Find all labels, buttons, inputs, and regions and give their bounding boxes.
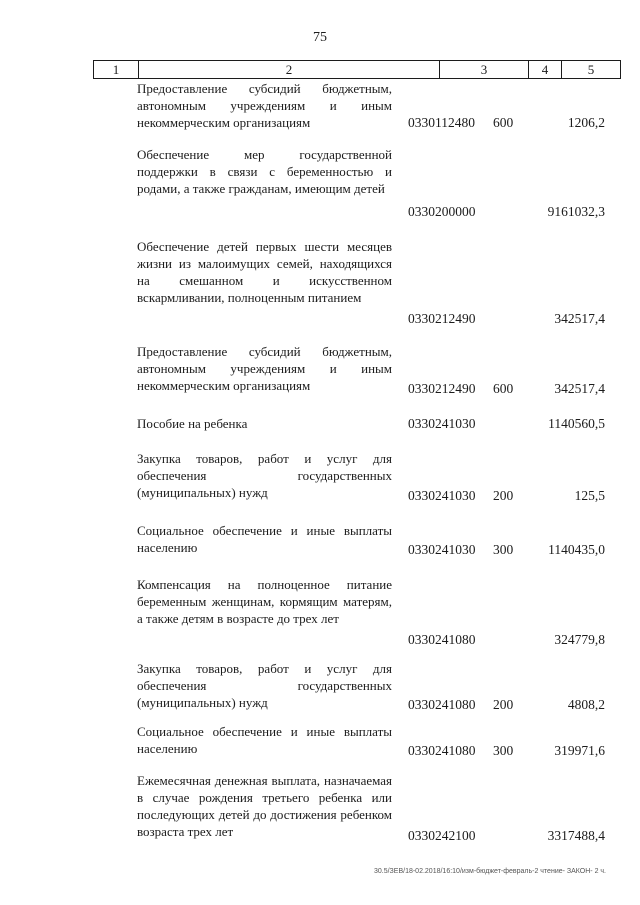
row-kvr: 600 [493, 381, 514, 396]
column-header-1: 1 [94, 61, 139, 79]
row-code: 0330242100 [408, 828, 476, 843]
row-amount: 3317488,4 [547, 828, 605, 843]
row-kvr: 200 [493, 697, 514, 712]
row-amount: 9161032,3 [547, 204, 605, 219]
row-kvr: 300 [493, 743, 514, 758]
row-code: 0330241080 [408, 743, 476, 758]
row-description: Закупка товаров, работ и услуг для обеспечения государственных (муниципальных) нужд [137, 451, 392, 500]
row-code: 0330112480 [408, 115, 475, 130]
row-amount: 4808,2 [567, 697, 605, 712]
row-description: Обеспечение мер государственной поддержки в связи с беременностью и родами, а также гражданам, имеющим детей [137, 147, 392, 196]
row-description: Обеспечение детей первых шести месяцев жизни из малоимущих семей, находящихся на смешанном и искусственном вскармливании, полноценным питанием [137, 239, 392, 305]
row-code: 0330212490 [408, 381, 476, 396]
column-header-row [94, 61, 621, 79]
column-header-3: 3 [440, 61, 529, 79]
row-code: 0330241030 [408, 488, 476, 503]
row-code: 0330241030 [408, 542, 476, 557]
row-code: 0330241080 [408, 697, 476, 712]
row-description: Закупка товаров, работ и услуг для обеспечения государственных (муниципальных) нужд [137, 661, 392, 710]
row-description: Социальное обеспечение и иные выплаты населению [137, 523, 392, 555]
row-kvr: 600 [493, 115, 514, 130]
row-amount: 125,5 [574, 488, 605, 503]
document-footer: 30.5/ЗЕВ/18-02.2018/16:10/изм-бюджет-февраль-2 чтение- ЗАКОН- 2 ч. [373, 868, 606, 875]
row-code: 0330200000 [408, 204, 476, 219]
row-amount: 1206,2 [567, 115, 605, 130]
column-header-4: 4 [529, 61, 562, 79]
column-header-5: 5 [562, 61, 621, 79]
row-description: Пособие на ребенка [137, 416, 248, 431]
column-header-table [93, 60, 621, 79]
row-description: Ежемесячная денежная выплата, назначаемая в случае рождения третьего ребенка или последующих детей до достижения ребенком возраста трех лет [137, 773, 392, 839]
column-header-2: 2 [139, 61, 440, 79]
page-number: 75 [313, 30, 327, 45]
row-description: Компенсация на полноценное питание беременным женщинам, кормящим матерям, а также детям в возрасте до трех лет [137, 577, 392, 626]
row-description: Предоставление субсидий бюджетным, автономным учреждениям и иным некоммерческим организациям [137, 81, 392, 130]
row-amount: 1140435,0 [548, 542, 605, 557]
row-amount: 342517,4 [554, 381, 605, 396]
row-kvr: 300 [493, 542, 514, 557]
row-code: 0330241080 [408, 632, 476, 647]
row-amount: 324779,8 [554, 632, 605, 647]
row-code: 0330241030 [408, 416, 476, 431]
row-amount: 342517,4 [554, 311, 605, 326]
row-kvr: 200 [493, 488, 514, 503]
row-description: Социальное обеспечение и иные выплаты населению [137, 724, 392, 756]
row-description: Предоставление субсидий бюджетным, автономным учреждениям и иным некоммерческим организациям [137, 344, 392, 393]
row-amount: 1140560,5 [548, 416, 605, 431]
row-code: 0330212490 [408, 311, 476, 326]
row-amount: 319971,6 [554, 743, 605, 758]
